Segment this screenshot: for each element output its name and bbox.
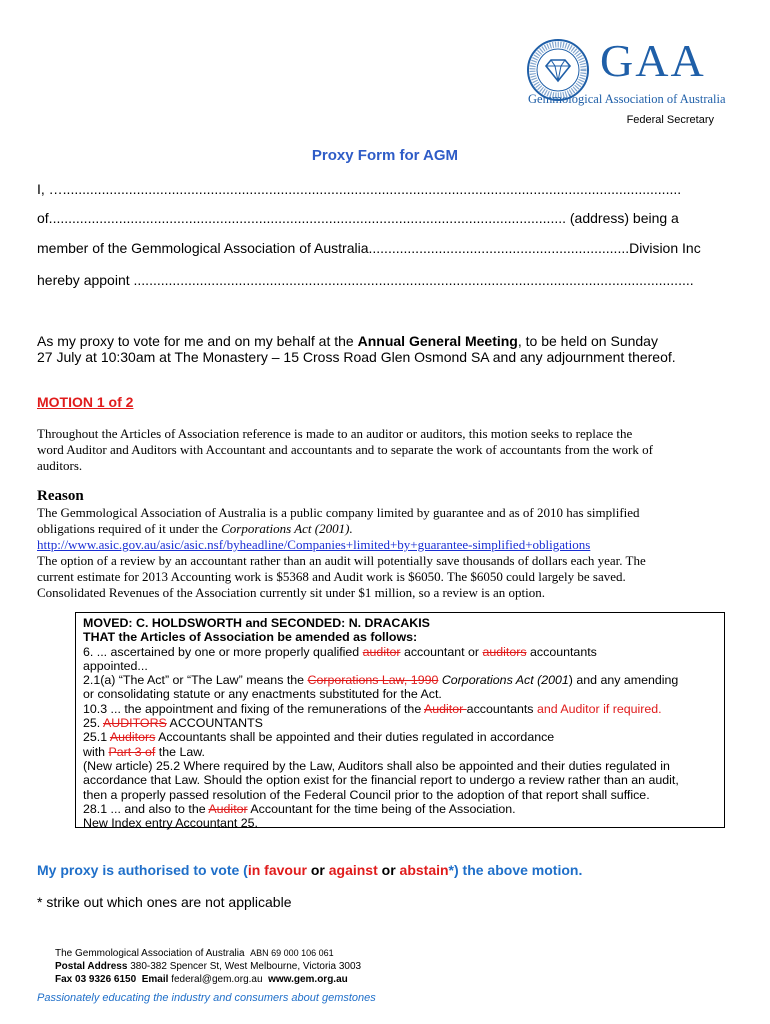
- logo-name: Gemmological Association of Australia: [528, 92, 726, 106]
- appoint-line[interactable]: hereby appoint ................................................................................................................................................: [37, 272, 694, 288]
- reason-heading: Reason: [37, 488, 84, 504]
- address-line[interactable]: of..................................................................................................................................... (address) being a: [37, 210, 679, 226]
- article-6-cont: appointed...: [83, 658, 148, 673]
- article-28-1: 28.1 ... and also to the Auditor Accountant for the time being of the Association.: [83, 801, 516, 816]
- article-2-1-cont: or consolidating statute or any enactments substituted for the Act.: [83, 687, 442, 702]
- motion-heading: MOTION 1 of 2: [37, 394, 134, 410]
- index-entry: New Index entry Accountant 25.: [83, 816, 258, 831]
- abstain-option[interactable]: abstain: [399, 862, 449, 878]
- amendment-box: [75, 612, 725, 831]
- logo-abbreviation: GAA: [600, 35, 706, 86]
- proxy-intro: As my proxy to vote for me and on my behalf at the Annual General Meeting, to be held on Sunday: [37, 333, 658, 349]
- division-line[interactable]: [37, 240, 701, 256]
- motion-intro: Throughout the Articles of Association reference is made to an auditor or auditors, this motion seeks to replace the word Auditor and Auditors with Accountant and accountants and to separate the work of accountants from the work of auditors.: [37, 426, 653, 473]
- footer-web[interactable]: www.gem.org.au: [268, 974, 348, 985]
- article-10-3: 10.3 ... the appointment and fixing of the remunerations of the Auditor accountants and Auditor if required.: [83, 701, 662, 716]
- article-25-1-cont: with Part 3 of the Law.: [83, 744, 205, 759]
- article-25-2-cont2: then a properly passed resolution of the Federal Council prior to the adoption of that report shall suffice.: [83, 787, 650, 802]
- article-25: 25. AUDITORS ACCOUNTANTS: [83, 716, 263, 731]
- page-title: Proxy Form for AGM: [311, 147, 459, 164]
- reason-text: The Gemmological Association of Australia is a public company limited by guarantee and as of 2010 has simplified obligations required of it under the Corporations Act (2001). http://www.asic.gov.au/asic/asic.nsf/byheadline/Companies+limited+by+guarantee-simplified+obligations The option of a review by an accountant rather than an audit will potentially save thousands of dollars each year. The current estimate for 2013 Accounting work is $5368 and Audit work is $6050. The $6050 could largely be saved. Consolidated Revenues of the Association currently sit under $1 million, so a review is an option.: [37, 505, 646, 600]
- division-field[interactable]: ...................................................................: [368, 240, 630, 256]
- article-25-2: (New article) 25.2 Where required by the Law, Auditors shall also be appointed and their duties regulated in: [83, 758, 670, 773]
- tagline: Passionately educating the industry and consumers about gemstones: [37, 992, 376, 1004]
- in-favour-option[interactable]: in favour: [247, 862, 307, 878]
- against-option[interactable]: against: [328, 862, 378, 878]
- article-2-1: 2.1(a) “The Act” or “The Law” means the Corporations Law, 1990 Corporations Act (2001) and any amending: [83, 673, 679, 688]
- strike-note: * strike out which ones are not applicable: [37, 894, 292, 910]
- footer-contact: Fax 03 9326 6150 Email federal@gem.org.au www.gem.org.au: [55, 974, 348, 985]
- division-suffix: Division Inc: [629, 240, 701, 256]
- footer-org: The Gemmological Association of Australia ABN 69 000 106 061: [55, 948, 334, 959]
- division-prefix: member of the Gemmological Association of Australia: [37, 240, 369, 256]
- proxy-intro-line2: 27 July at 10:30am at The Monastery – 15 Cross Road Glen Osmond SA and any adjournment thereof.: [37, 349, 676, 365]
- article-25-2-cont: accordance that Law. Should the option exist for the financial report to undergo a review rather than an audit,: [83, 773, 679, 788]
- that-line: THAT the Articles of Association be amended as follows:: [83, 630, 418, 645]
- article-25-1: 25.1 Auditors Accountants shall be appointed and their duties regulated in accordance: [83, 730, 555, 745]
- article-6: 6. ... ascertained by one or more properly qualified auditor accountant or auditors accountants: [83, 644, 597, 659]
- name-line[interactable]: I, …...............................................................................................................................................................: [37, 181, 682, 197]
- department-label: Federal Secretary: [626, 114, 714, 126]
- footer-postal: Postal Address 380-382 Spencer St, West Melbourne, Victoria 3003: [55, 961, 362, 972]
- asic-link[interactable]: http://www.asic.gov.au/asic/asic.nsf/byheadline/Companies+limited+by+guarantee-simplified+obligations: [37, 537, 591, 552]
- footer-email[interactable]: federal@gem.org.au: [171, 974, 263, 985]
- vote-line: My proxy is authorised to vote (in favour or against or abstain*) the above motion.: [37, 862, 583, 878]
- moved-line: MOVED: C. HOLDSWORTH and SECONDED: N. DRACAKIS: [83, 616, 430, 630]
